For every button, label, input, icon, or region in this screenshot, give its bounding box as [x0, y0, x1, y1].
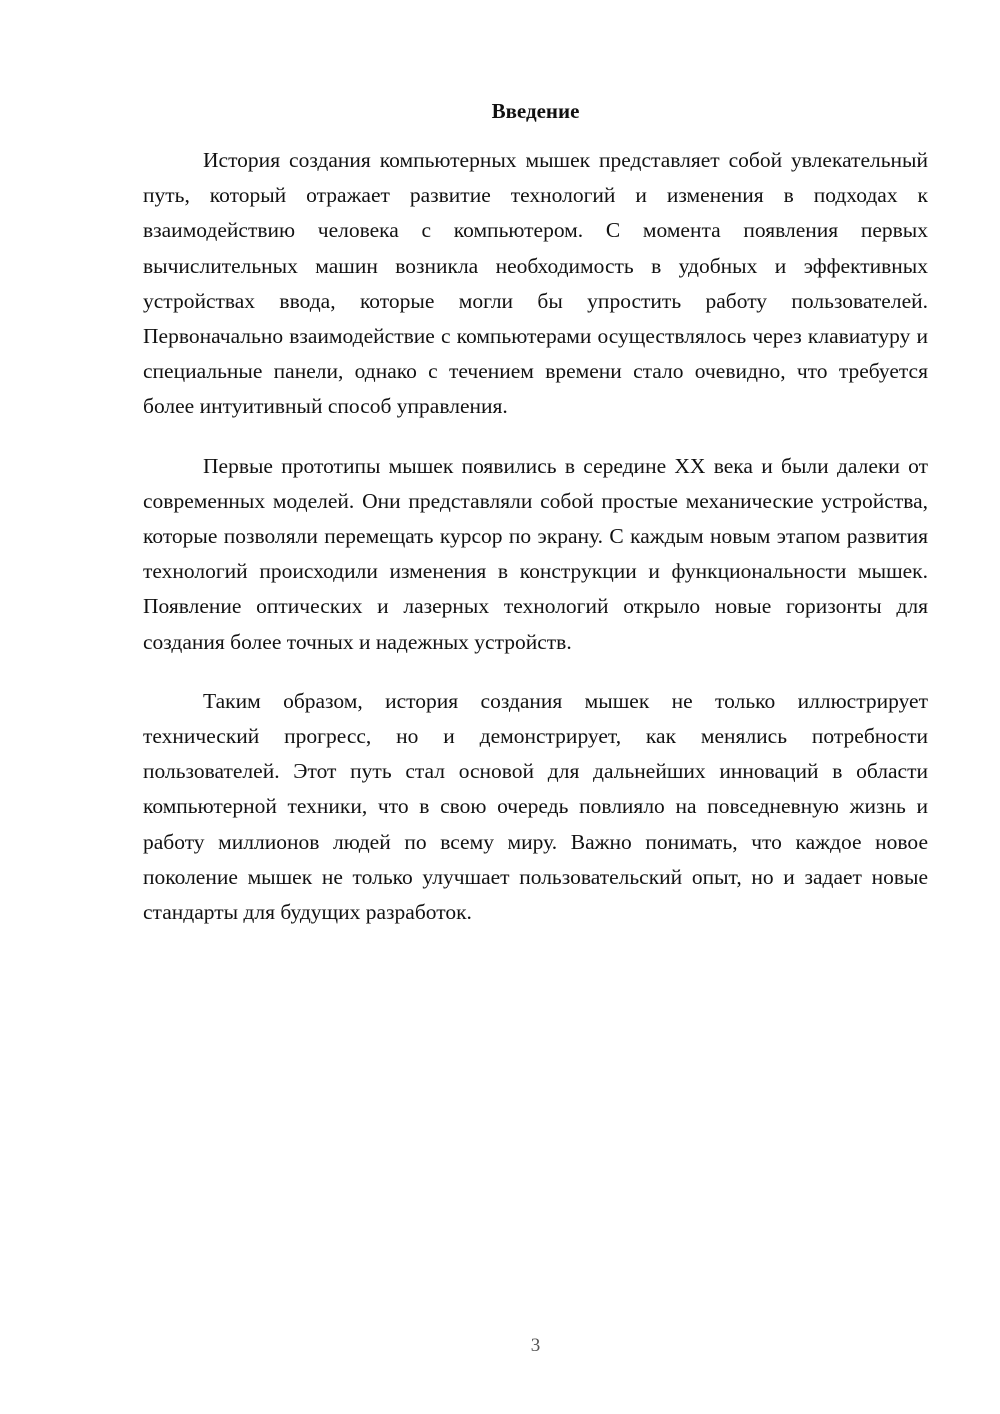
page-number: 3: [530, 1335, 541, 1356]
paragraph-1: История создания компьютерных мышек представляет собой увлекательный путь, который отражает развитие технологий и изменения в подходах к взаимодействию человека с компьютером. С момента появления первых вычислительных машин возникла необходимость в удобных и эффективных устройствах ввода, которые могли бы упростить работу пользователей. Первоначально взаимодействие с компьютерами осуществлялось через клавиатуру и специальные панели, однако с течением времени стало очевидно, что требуется более интуитивный способ управления.: [143, 148, 928, 419]
body-text: [143, 143, 928, 954]
paragraph-3: Таким образом, история создания мышек не только иллюстрирует технический прогресс, но и демонстрирует, как менялись потребности пользователей. Этот путь стал основой для дальнейших инноваций в области компьютерной техники, что в свою очередь повлияло на повседневную жизнь и работу миллионов людей по всему миру. Важно понимать, что каждое новое поколение мышек не только улучшает пользовательский опыт, но и задает новые стандарты для будущих разработок.: [143, 688, 928, 925]
section-heading: Введение: [491, 99, 580, 123]
paragraph-2: Первые прототипы мышек появились в середине XX века и были далеки от современных моделей. Они представляли собой простые механические устройства, которые позволяли перемещать курсор по экрану. С каждым новым этапом развития технологий происходили изменения в конструкции и функциональности мышек. Появление оптических и лазерных технологий открыло новые горизонты для создания более точных и надежных устройств.: [143, 453, 928, 654]
